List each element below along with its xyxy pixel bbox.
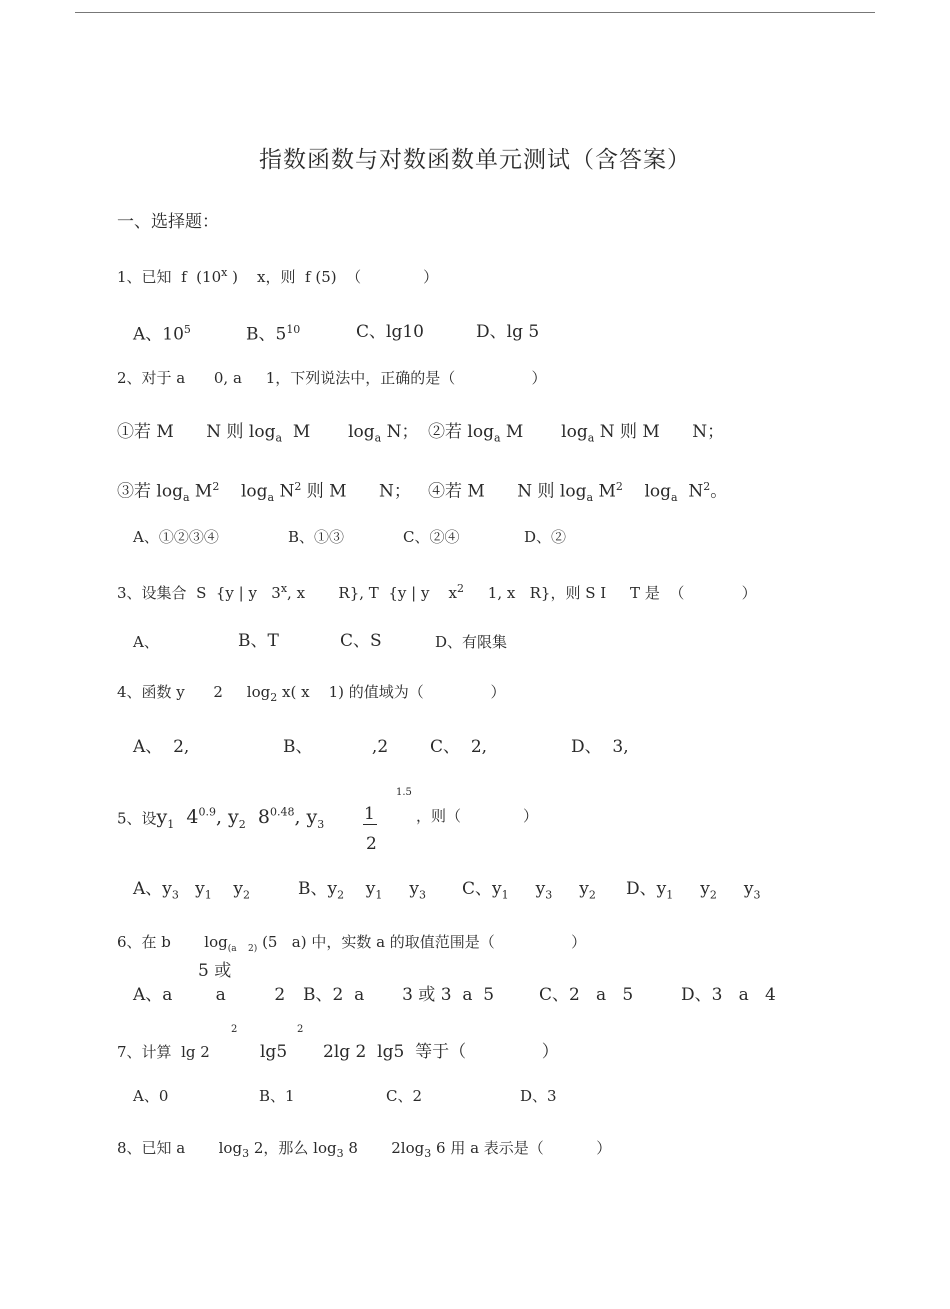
q2-statement-1: ①若 M N 则 $\log_a M$ $\log_a N$； [117,422,419,445]
q6-option-b: B、2 a 3 或 3 a 5 [303,985,495,1005]
q5-fraction-numerator: 1 [364,804,375,824]
q2-statement-3: ③若 $\log_a M^2$ $\log_a N^2$ 则 M N； [117,480,411,505]
q2-option-d: D、② [524,528,567,546]
q1-option-b: B、$5^{10}$ [246,323,301,345]
q6-continuation: 5 或 [198,961,232,981]
q7-lg5: lg5 [260,1042,288,1062]
question-7: 7、计算 lg 2 [117,1043,210,1061]
q7-exponent-1: 2 [231,1024,238,1035]
q3-option-d: D、有限集 [435,633,508,651]
q1-option-d: D、lg 5 [476,322,540,342]
q6-option-a: A、a a 2 [133,985,286,1005]
question-8: 8、已知 a $\log_3 2$，那么 $\log_3 8$ $2\log_3$ 6 用 a 表示是（ ） [117,1139,612,1160]
q2-option-a: A、①②③④ [133,528,219,546]
q7-option-c: C、2 [386,1087,423,1105]
q5-option-c: C、$y_1$ $y_3$ $y_2$ [462,879,596,902]
q5-fraction-bar [363,824,377,825]
q2-statement-2: ②若 $\log_a M$ $\log_a N$ 则 M N； [428,422,725,445]
q5-option-a: A、$y_3$ $y_1$ $y_2$ [133,879,250,902]
page-title: 指数函数与对数函数单元测试（含答案） [259,147,691,173]
q4-option-b: B、 ,2 [283,737,389,757]
q4-option-d: D、 3, [571,737,629,757]
q1-option-c: C、lg10 [356,322,424,342]
q2-option-c: C、②④ [403,528,460,546]
q4-option-a: A、 2, [133,737,190,757]
q7-option-b: B、1 [259,1087,295,1105]
q7-exponent-2: 2 [297,1024,304,1035]
q7-tail: 2lg 2 lg5 等于（ ） [323,1042,559,1062]
q5-tail: ，则（ ） [416,807,538,825]
q4-option-c: C、 2, [430,737,488,757]
q2-statement-4: ④若 M N 则 $\log_a M^2$ $\log_a N^2$。 [428,480,728,505]
q5-option-b: B、$y_2$ $y_1$ $y_3$ [298,879,426,902]
question-1: 1、已知 f (10$^x$ ) x，则 f (5) （ ） [117,266,439,286]
q7-option-a: A、0 [133,1087,169,1105]
question-5: 5、设$y_1$ $4^{0.9}$, $y_2$ $8^{0.48}$, $y_3$ [117,806,325,832]
q6-option-d: D、3 a 4 [681,985,776,1005]
question-4: 4、函数 y 2 $\log_2 x$( x 1) 的值域为（ ） [117,683,506,704]
q5-exponent: 1.5 [396,787,412,798]
section-heading: 一、选择题： [117,212,219,232]
q7-option-d: D、3 [520,1087,557,1105]
q1-option-a: A、$10^5$ [133,323,191,345]
q3-option-a: A、 [133,633,159,651]
q5-option-d: D、$y_1$ $y_2$ $y_3$ [626,879,761,902]
q2-option-b: B、①③ [288,528,345,546]
question-3: 3、设集合 S {y | y 3$^x$, x R}, T {y | y $x^2$ 1, x R}，则 S I T 是 （ ） [117,582,757,602]
q6-option-c: C、2 a 5 [539,985,634,1005]
question-2: 2、对于 a 0, a 1，下列说法中，正确的是（ ） [117,369,547,387]
header-rule [75,12,875,13]
q3-option-b: B、T [238,631,279,651]
question-6: 6、在 b $\log_{(a 2)} (5$ a) 中，实数 a 的取值范围是（ ） [117,933,587,954]
q3-option-c: C、S [340,631,382,651]
q5-fraction-denominator: 2 [366,834,377,854]
